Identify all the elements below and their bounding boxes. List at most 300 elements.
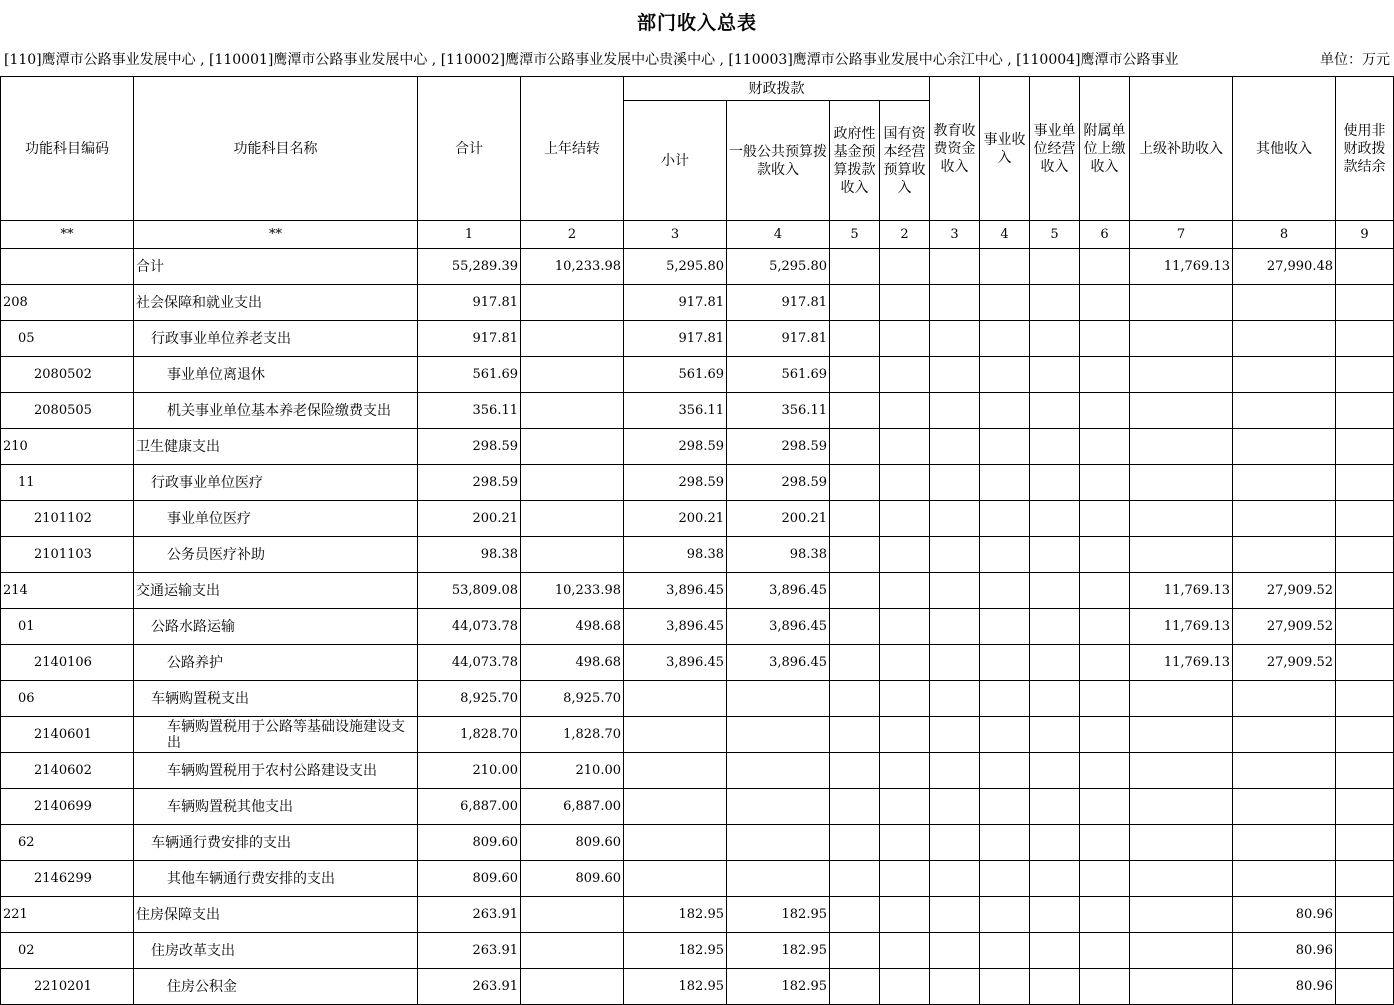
amount-cell	[521, 393, 624, 429]
amount-cell	[980, 753, 1030, 789]
amount-cell	[1080, 357, 1130, 393]
amount-cell	[880, 753, 930, 789]
amount-cell	[830, 501, 880, 537]
amount-cell: 182.95	[727, 933, 830, 969]
column-index-cell: 7	[1130, 221, 1233, 249]
col-header-unit-operation: 事业单位经营收入	[1030, 77, 1080, 221]
table-row	[1, 825, 1394, 861]
amount-cell	[930, 681, 980, 717]
amount-cell	[1130, 429, 1233, 465]
column-index-cell: 2	[880, 221, 930, 249]
amount-cell	[880, 321, 930, 357]
subject-name-cell: 机关事业单位基本养老保险缴费支出	[134, 393, 418, 429]
amount-cell	[930, 897, 980, 933]
amount-cell: 356.11	[727, 393, 830, 429]
column-index-cell: 4	[980, 221, 1030, 249]
amount-cell	[624, 681, 727, 717]
report-title: 部门收入总表	[636, 12, 757, 34]
column-index-cell: **	[1, 221, 134, 249]
table-row	[1, 285, 1394, 321]
amount-cell	[880, 465, 930, 501]
amount-cell	[980, 861, 1030, 897]
amount-cell	[1130, 825, 1233, 861]
amount-cell: 1,828.70	[418, 717, 521, 753]
amount-cell	[1030, 429, 1080, 465]
amount-cell	[1030, 285, 1080, 321]
amount-cell	[727, 717, 830, 753]
column-index-cell: 1	[418, 221, 521, 249]
amount-cell: 11,769.13	[1130, 249, 1233, 285]
amount-cell: 263.91	[418, 897, 521, 933]
amount-cell: 298.59	[727, 465, 830, 501]
column-index-row	[1, 221, 1394, 249]
amount-cell	[1336, 897, 1394, 933]
amount-cell	[1233, 861, 1336, 897]
subject-code-cell: 2140602	[1, 753, 134, 789]
amount-cell: 298.59	[624, 429, 727, 465]
amount-cell	[830, 897, 880, 933]
subject-code-cell: 2101102	[1, 501, 134, 537]
amount-cell: 8,925.70	[418, 681, 521, 717]
table-row	[1, 465, 1394, 501]
amount-cell	[1336, 573, 1394, 609]
amount-cell: 356.11	[418, 393, 521, 429]
subject-code-cell: 05	[1, 321, 134, 357]
subject-name-cell: 行政事业单位医疗	[134, 465, 418, 501]
column-index-cell: 3	[624, 221, 727, 249]
amount-cell	[1080, 465, 1130, 501]
column-index-cell: 3	[930, 221, 980, 249]
subject-code-cell: 2140699	[1, 789, 134, 825]
amount-cell: 263.91	[418, 969, 521, 1005]
amount-cell: 917.81	[418, 321, 521, 357]
amount-cell	[1336, 969, 1394, 1005]
amount-cell	[830, 357, 880, 393]
amount-cell	[830, 717, 880, 753]
amount-cell: 263.91	[418, 933, 521, 969]
subject-name-cell: 交通运输支出	[134, 573, 418, 609]
amount-cell	[1080, 825, 1130, 861]
amount-cell	[1080, 717, 1130, 753]
amount-cell	[980, 537, 1030, 573]
amount-cell	[930, 933, 980, 969]
amount-cell	[1233, 681, 1336, 717]
subject-name-cell: 车辆购置税支出	[134, 681, 418, 717]
amount-cell: 182.95	[624, 897, 727, 933]
amount-cell: 27,909.52	[1233, 645, 1336, 681]
col-header-non-fiscal: 使用非财政拨款结余	[1336, 77, 1394, 221]
table-row	[1, 537, 1394, 573]
amount-cell	[930, 393, 980, 429]
table-row	[1, 969, 1394, 1005]
amount-cell	[830, 825, 880, 861]
amount-cell: 182.95	[727, 969, 830, 1005]
subject-name-cell: 公路养护	[134, 645, 418, 681]
col-header-code: 功能科目编码	[1, 77, 134, 221]
amount-cell	[1080, 249, 1130, 285]
amount-cell	[521, 969, 624, 1005]
amount-cell: 3,896.45	[624, 573, 727, 609]
amount-cell: 210.00	[418, 753, 521, 789]
amount-cell	[930, 717, 980, 753]
amount-cell	[1080, 681, 1130, 717]
subject-name-cell: 行政事业单位养老支出	[134, 321, 418, 357]
amount-cell	[1030, 609, 1080, 645]
subject-name-cell: 其他车辆通行费安排的支出	[134, 861, 418, 897]
amount-cell	[624, 825, 727, 861]
amount-cell	[1130, 321, 1233, 357]
amount-cell	[1030, 717, 1080, 753]
amount-cell	[880, 285, 930, 321]
subject-name-cell: 车辆购置税用于农村公路建设支出	[134, 753, 418, 789]
amount-cell	[980, 609, 1030, 645]
amount-cell	[1080, 861, 1130, 897]
amount-cell	[624, 717, 727, 753]
amount-cell	[980, 717, 1030, 753]
amount-cell: 809.60	[521, 825, 624, 861]
amount-cell: 298.59	[624, 465, 727, 501]
amount-cell	[1030, 933, 1080, 969]
column-index-cell: 6	[1080, 221, 1130, 249]
amount-cell: 182.95	[624, 969, 727, 1005]
table-row	[1, 393, 1394, 429]
amount-cell	[1336, 249, 1394, 285]
amount-cell	[624, 861, 727, 897]
amount-cell	[1030, 825, 1080, 861]
amount-cell: 809.60	[521, 861, 624, 897]
amount-cell	[930, 825, 980, 861]
column-index-cell: 5	[1030, 221, 1080, 249]
amount-cell: 44,073.78	[418, 645, 521, 681]
amount-cell	[930, 537, 980, 573]
amount-cell: 53,809.08	[418, 573, 521, 609]
amount-cell	[930, 321, 980, 357]
subject-code-cell: 2101103	[1, 537, 134, 573]
amount-cell	[930, 285, 980, 321]
amount-cell	[521, 357, 624, 393]
amount-cell	[980, 897, 1030, 933]
amount-cell	[830, 645, 880, 681]
amount-cell	[1080, 645, 1130, 681]
amount-cell: 3,896.45	[727, 609, 830, 645]
amount-cell	[1336, 861, 1394, 897]
amount-cell	[980, 393, 1030, 429]
amount-cell: 44,073.78	[418, 609, 521, 645]
subject-code-cell: 2140601	[1, 717, 134, 753]
amount-cell	[880, 969, 930, 1005]
amount-cell	[1336, 537, 1394, 573]
subject-name-cell: 公路水路运输	[134, 609, 418, 645]
amount-cell	[1336, 501, 1394, 537]
subject-name-cell: 车辆购置税其他支出	[134, 789, 418, 825]
table-row	[1, 321, 1394, 357]
subject-code-cell: 2080505	[1, 393, 134, 429]
amount-cell	[1336, 789, 1394, 825]
amount-cell	[1080, 285, 1130, 321]
subject-name-cell: 事业单位离退休	[134, 357, 418, 393]
table-row	[1, 429, 1394, 465]
amount-cell	[1130, 753, 1233, 789]
amount-cell: 561.69	[727, 357, 830, 393]
amount-cell: 1,828.70	[521, 717, 624, 753]
amount-cell	[930, 609, 980, 645]
subject-code-cell: 02	[1, 933, 134, 969]
amount-cell	[1336, 717, 1394, 753]
currency-unit: 单位：万元	[1318, 49, 1390, 69]
amount-cell	[830, 573, 880, 609]
subject-name-cell: 社会保障和就业支出	[134, 285, 418, 321]
amount-cell	[1080, 897, 1130, 933]
amount-cell: 5,295.80	[727, 249, 830, 285]
subject-name-cell: 事业单位医疗	[134, 501, 418, 537]
amount-cell	[1336, 681, 1394, 717]
amount-cell	[1030, 753, 1080, 789]
amount-cell	[830, 681, 880, 717]
column-index-cell: 8	[1233, 221, 1336, 249]
amount-cell	[521, 537, 624, 573]
amount-cell	[980, 321, 1030, 357]
table-row	[1, 717, 1394, 753]
amount-cell	[830, 285, 880, 321]
amount-cell	[1030, 573, 1080, 609]
amount-cell	[1336, 285, 1394, 321]
table-row	[1, 357, 1394, 393]
amount-cell: 6,887.00	[418, 789, 521, 825]
subject-name-cell: 卫生健康支出	[134, 429, 418, 465]
amount-cell: 498.68	[521, 645, 624, 681]
subject-code-cell	[1, 249, 134, 285]
amount-cell	[521, 465, 624, 501]
amount-cell	[1336, 393, 1394, 429]
amount-cell	[930, 861, 980, 897]
amount-cell	[880, 249, 930, 285]
amount-cell	[1336, 753, 1394, 789]
amount-cell	[1130, 465, 1233, 501]
amount-cell	[980, 465, 1030, 501]
amount-cell	[880, 861, 930, 897]
amount-cell	[727, 825, 830, 861]
subject-name-cell: 住房改革支出	[134, 933, 418, 969]
amount-cell	[930, 429, 980, 465]
col-header-affiliated: 附属单位上缴收入	[1080, 77, 1130, 221]
subject-code-cell: 2140106	[1, 645, 134, 681]
amount-cell	[1080, 789, 1130, 825]
col-header-gov-fund: 政府性基金预算拨款收入	[830, 101, 880, 221]
amount-cell	[980, 429, 1030, 465]
amount-cell	[1233, 321, 1336, 357]
amount-cell	[727, 681, 830, 717]
amount-cell	[1080, 753, 1130, 789]
amount-cell: 80.96	[1233, 933, 1336, 969]
amount-cell	[830, 969, 880, 1005]
amount-cell	[1030, 861, 1080, 897]
amount-cell	[1233, 465, 1336, 501]
amount-cell	[1130, 789, 1233, 825]
amount-cell	[521, 501, 624, 537]
amount-cell	[880, 717, 930, 753]
amount-cell	[1130, 861, 1233, 897]
amount-cell	[1030, 393, 1080, 429]
subject-code-cell: 221	[1, 897, 134, 933]
amount-cell: 200.21	[727, 501, 830, 537]
amount-cell	[521, 933, 624, 969]
table-body	[1, 249, 1394, 1005]
amount-cell	[1130, 501, 1233, 537]
amount-cell	[1030, 897, 1080, 933]
table-row	[1, 861, 1394, 897]
amount-cell	[1130, 717, 1233, 753]
amount-cell	[980, 933, 1030, 969]
amount-cell	[1233, 357, 1336, 393]
amount-cell	[980, 249, 1030, 285]
column-index-cell: 4	[727, 221, 830, 249]
amount-cell	[880, 501, 930, 537]
amount-cell	[1336, 429, 1394, 465]
amount-cell	[1130, 969, 1233, 1005]
amount-cell	[1336, 645, 1394, 681]
amount-cell	[1030, 501, 1080, 537]
amount-cell: 27,990.48	[1233, 249, 1336, 285]
amount-cell	[521, 429, 624, 465]
amount-cell	[830, 933, 880, 969]
amount-cell	[1030, 969, 1080, 1005]
amount-cell	[980, 501, 1030, 537]
amount-cell	[830, 393, 880, 429]
amount-cell	[1233, 285, 1336, 321]
amount-cell	[1336, 321, 1394, 357]
subject-code-cell: 2146299	[1, 861, 134, 897]
amount-cell: 98.38	[418, 537, 521, 573]
amount-cell	[521, 285, 624, 321]
table-row	[1, 609, 1394, 645]
amount-cell: 11,769.13	[1130, 609, 1233, 645]
amount-cell: 917.81	[727, 321, 830, 357]
amount-cell	[880, 897, 930, 933]
column-index-cell: **	[134, 221, 418, 249]
amount-cell	[1336, 357, 1394, 393]
col-header-subtotal: 小计	[624, 101, 727, 221]
amount-cell: 182.95	[624, 933, 727, 969]
amount-cell	[1233, 501, 1336, 537]
amount-cell	[830, 537, 880, 573]
amount-cell	[1080, 933, 1130, 969]
col-header-superior: 上级补助收入	[1130, 77, 1233, 221]
col-header-general-budget: 一般公共预算拨款收入	[727, 101, 830, 221]
amount-cell: 809.60	[418, 861, 521, 897]
amount-cell	[880, 609, 930, 645]
subject-code-cell: 208	[1, 285, 134, 321]
amount-cell	[880, 573, 930, 609]
amount-cell	[1130, 681, 1233, 717]
amount-cell	[1233, 753, 1336, 789]
amount-cell: 356.11	[624, 393, 727, 429]
amount-cell: 10,233.98	[521, 249, 624, 285]
amount-cell	[1336, 933, 1394, 969]
subject-code-cell: 2210201	[1, 969, 134, 1005]
amount-cell	[1233, 717, 1336, 753]
amount-cell	[1130, 933, 1233, 969]
amount-cell	[1080, 969, 1130, 1005]
amount-cell: 27,909.52	[1233, 609, 1336, 645]
subject-code-cell: 210	[1, 429, 134, 465]
amount-cell: 80.96	[1233, 897, 1336, 933]
amount-cell	[880, 933, 930, 969]
amount-cell: 917.81	[624, 285, 727, 321]
amount-cell	[1130, 357, 1233, 393]
amount-cell	[1130, 393, 1233, 429]
amount-cell: 3,896.45	[727, 573, 830, 609]
amount-cell: 917.81	[624, 321, 727, 357]
subject-name-cell: 车辆购置税用于公路等基础设施建设支出	[134, 717, 418, 753]
amount-cell	[980, 285, 1030, 321]
amount-cell	[880, 393, 930, 429]
amount-cell: 298.59	[727, 429, 830, 465]
amount-cell	[1130, 537, 1233, 573]
amount-cell: 200.21	[624, 501, 727, 537]
amount-cell: 98.38	[624, 537, 727, 573]
amount-cell: 809.60	[418, 825, 521, 861]
amount-cell	[930, 753, 980, 789]
amount-cell: 8,925.70	[521, 681, 624, 717]
amount-cell: 917.81	[418, 285, 521, 321]
col-header-business: 事业收入	[980, 77, 1030, 221]
amount-cell	[980, 789, 1030, 825]
amount-cell	[930, 789, 980, 825]
amount-cell: 55,289.39	[418, 249, 521, 285]
amount-cell: 6,887.00	[521, 789, 624, 825]
amount-cell	[880, 645, 930, 681]
amount-cell: 10,233.98	[521, 573, 624, 609]
amount-cell	[930, 249, 980, 285]
amount-cell	[1080, 501, 1130, 537]
column-index-cell: 9	[1336, 221, 1394, 249]
amount-cell: 210.00	[521, 753, 624, 789]
col-header-total: 合计	[418, 77, 521, 221]
amount-cell	[830, 753, 880, 789]
amount-cell	[1080, 573, 1130, 609]
amount-cell	[930, 645, 980, 681]
amount-cell: 98.38	[727, 537, 830, 573]
amount-cell	[980, 573, 1030, 609]
table-row	[1, 573, 1394, 609]
amount-cell	[1233, 537, 1336, 573]
amount-cell: 561.69	[624, 357, 727, 393]
amount-cell	[1336, 609, 1394, 645]
amount-cell	[1233, 789, 1336, 825]
subject-code-cell: 06	[1, 681, 134, 717]
col-header-carryover: 上年结转	[521, 77, 624, 221]
amount-cell: 3,896.45	[727, 645, 830, 681]
amount-cell	[830, 789, 880, 825]
amount-cell	[521, 321, 624, 357]
table-row	[1, 897, 1394, 933]
unit-list: [110]鹰潭市公路事业发展中心 , [110001]鹰潭市公路事业发展中心 , [110002]鹰潭市公路事业发展中心贵溪中心 , [110003]鹰潭市公路事业发展中心余江中心 , [110004]鹰潭市公路事业	[4, 52, 1179, 68]
amount-cell	[1030, 681, 1080, 717]
amount-cell	[1030, 537, 1080, 573]
amount-cell	[1080, 609, 1130, 645]
amount-cell: 80.96	[1233, 969, 1336, 1005]
subject-name-cell: 住房保障支出	[134, 897, 418, 933]
amount-cell	[880, 825, 930, 861]
table-row	[1, 933, 1394, 969]
column-index-cell: 5	[830, 221, 880, 249]
amount-cell	[1080, 429, 1130, 465]
amount-cell	[930, 501, 980, 537]
amount-cell: 3,896.45	[624, 645, 727, 681]
amount-cell	[521, 897, 624, 933]
amount-cell	[880, 429, 930, 465]
amount-cell	[830, 465, 880, 501]
